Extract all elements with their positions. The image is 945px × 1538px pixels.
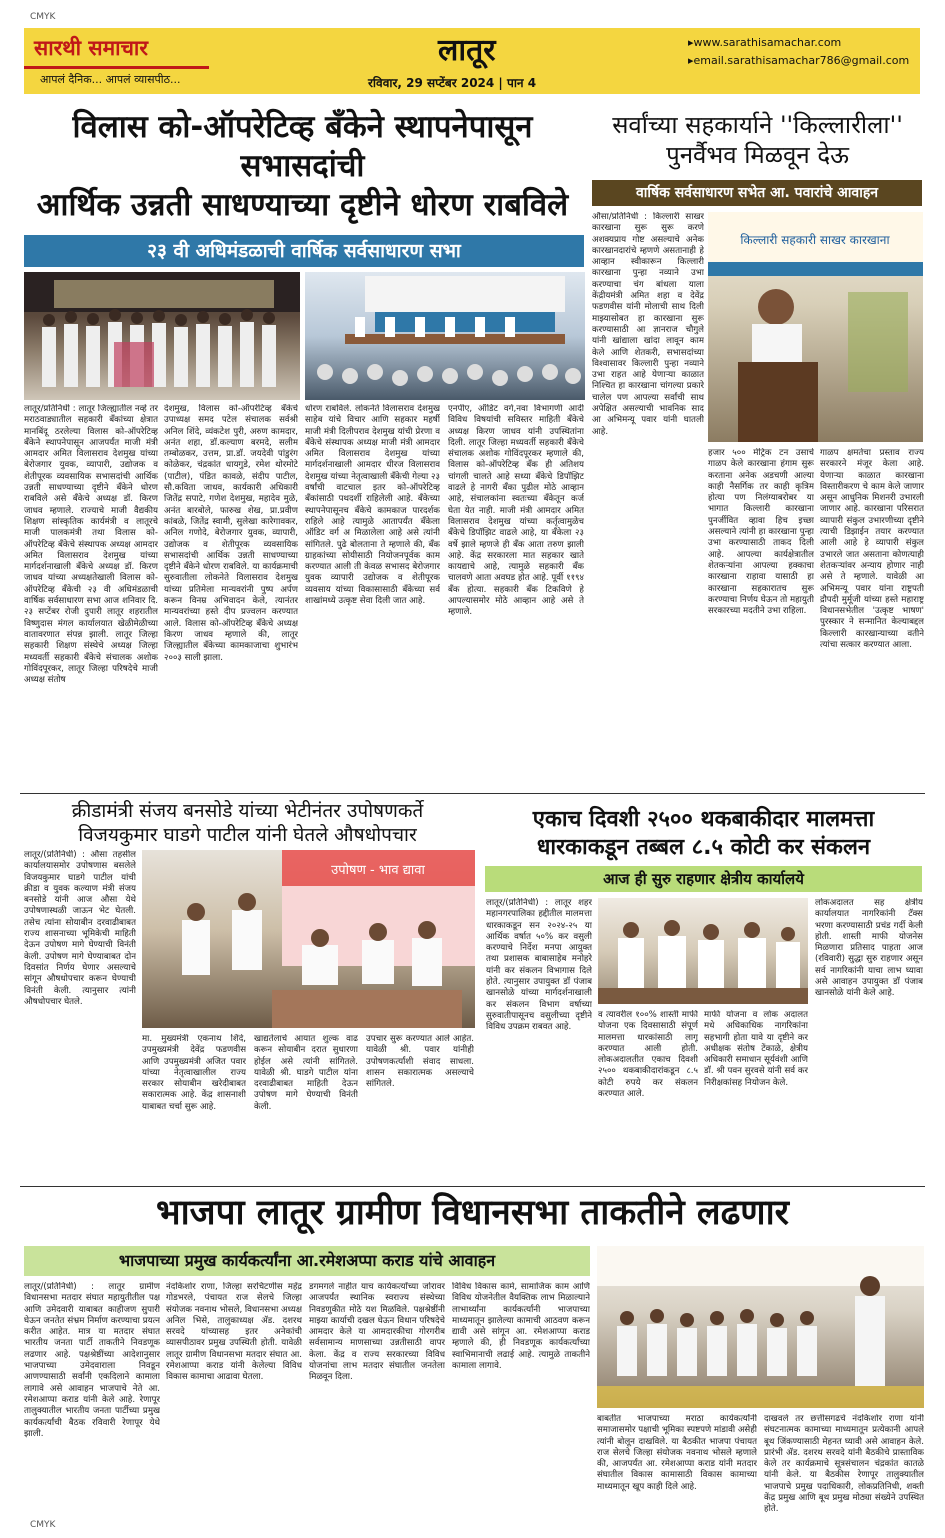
story5-column-3: डगमगले नाहीत याच कार्यकर्त्यांच्या जोरावर आजपर्यंत स्थानिक स्वराज्य संस्थेच्या निवडणुकीत मोठे यश मिळविले. पक्षश्रेष्ठींनी माझ्या कार्याची दखल घेऊन विधान परिषदेचे आमदार केले या आमदारकीचा गोरगरीब सर्वसामान्य माणसाच्या उन्नतीसाठी वापर केला. केंद्र व राज्य सरकारच्या विविध योजनांचा लाभ मतदार संघातील जनतेला मिळवून दिला. [309,1282,445,1383]
email-link[interactable]: ▸ email.sarathisamachar786@gmail.com [688,52,909,70]
story3-photo-banner: उपोषण - भाव द्यावा [331,863,425,878]
story1-photo-left-art [24,272,300,400]
story3-column-2: मा. मुख्यमंत्री एकनाथ शिंदे, उपमुख्यमंत्री देवेंद्र फडणवीस आणि उपमुख्यमंत्री अजित पवार यांच्या नेतृत्वाखालील राज्य सरकार सोयाबीन खरेदीबाबत सकारात्मक आहे. केंद्र शासनाशी याबाबत चर्चा सुरू आहे. [142,1034,246,1112]
story5-photo [597,1246,924,1408]
story3-photo [142,850,475,1028]
story1-column-3: धोरण राबविले. लोकनेते विलासराव देशमुख साहेब यांचे विचार आणि सहकार महर्षी माजी मंत्री दिलीपराव देशमुख यांची प्रेरणा व बँकेचे संस्थापक अध्यक्ष माजी मंत्री आमदार अमित विलासराव देशमुख यांच्या मार्गदर्शनाखाली आमदार धीरज विलासराव देशमुख यांच्या नेतृत्वाखाली बँकेची गेल्या २३ वर्षांची वाटचाल इतर को-ऑपरेटिव्ह बँकांसाठी पथदर्शी राहिलेली आहे. बँकेच्या स्थापनेपासूनच बँकेचे कामकाज पारदर्शक राहिले आहे त्यामुळे आतापर्यंत बँकेला ऑडिट वर्ग अ मिळालेला आहे असे त्यांनी सांगितले. पुढे बोलताना ते म्हणाले की, बँक ग्राहकांच्या सोयीसाठी नियोजनपूर्वक काम करण्यात आली ती केवळ सभासद बेरोजगार युवक व्यापारी उद्योजक व शेतीपूरक व्यवसाय यांच्या विकासासाठी बँकेच्या सर्व शाखांमध्ये उत्कृष्ट सेवा दिली जात आहे. [305,404,440,607]
story3-column-3: खाद्यतेलाचे आयात शुल्क वाढ करून सोयाबीन दरात सुधारणा होईल असे त्यांनी सांगितले. यावेळी श्री. घाडगे पाटील यांना दरवाढीबाबत माहिती देऊन उपोषण मागे घेण्याची विनंती केली. [254,1034,358,1112]
story3-column-4: उपचार सुरू करण्यात आले आहेत. यावेळी श्री. पवार यांनीही उपोषणकर्त्यांशी संवाद साधला. शासन सकारात्मक असल्याचे सांगितले. [366,1034,474,1090]
story4-headline [482,806,925,861]
story1-subheading: २३ वी अधिमंडळाची वार्षिक सर्वसाधारण सभा [24,235,584,267]
story2-subheading: वार्षिक सर्वसाधारण सभेत आ. पवारांचे आवाहन [592,180,922,206]
story3-column-1: लातूर/(प्रतिनिधी) : औसा तहसील कार्यालयासमोर उपोषणास बसलेले विजयकुमार घाडगे पाटील यांची क्रीडा व युवक कल्याण मंत्री संजय बनसोडे यांनी आज औसा येथे उपोषणास्थळी जाऊन भेट घेतली. तसेच त्यांना सोयाबीन दरवाढीबाबत राज्य शासनाच्या भूमिकेची माहिती देऊन उपोषण मागे घेण्याची विनंती केली. उपोषण मागे घेण्याबाबत दोन दिवसांत निर्णय घेणार असल्याचे सांगून औषधोपचार करून घेण्याची विनंती केली. त्यानुसार त्यांनी औषधोपचार घेतले. [24,850,136,1007]
website-link[interactable]: ▸ www.sarathisamachar.com [688,34,909,52]
tagline: आपलं दैनिक... आपलं व्यासपीठ... [40,73,181,86]
story5-subheading: भाजपाच्या प्रमुख कार्यकर्त्यांना आ.रमेशअप्पा कराड यांचे आवाहन [24,1246,590,1276]
story2-column-3: गाळप क्षमतेचा प्रस्ताव राज्य सरकारने मंजूर केला आहे. येणाऱ्या काळात कारखाना विस्तारीकरण चे काम केले जाणार असून आधुनिक मिशनरी उभारली जाणार आहे. कारखाना परिसरात व्यापारी संकुल उभारणीच्या दृष्टीने त्याची डिझाईन तयार करण्यात आली आहे हे व्यापारी संकुल उभारले जात असताना कोणत्याही शेतकऱ्यांवर अन्याय होणार नाही असे ते म्हणाले. यावेळी आ अभिमन्यू पवार यांना राष्ट्रपती द्रौपदी मुर्मूजी यांच्या हस्ते महाराष्ट्र विधानसभेतील 'उत्कृष्ट भाषण' पुरस्कार ने सन्मानित केल्याबद्दल किल्लारी कारखान्याच्या वतीने त्यांचा सत्कार करण्यात आला. [820,448,924,651]
page-number: पान 4 [507,76,537,90]
edition-city: लातूर [438,33,496,68]
story1-column-1: लातूर/प्रतिनिधी : लातूर जिल्ह्यातील नव्हे तर मराठवाड्यातील सहकारी बँकांच्या क्षेत्रात मानबिंदू ठरलेल्या विलास को-ऑपरेटिव्ह बँकेने स्थापनेपासून आजपर्यंत माजी मंत्री आमदार अमित विलासराव देशमुख यांच्या बेरोजगार युवक, व्यापारी, उद्योजक व शेतीपूरक व्यवसायिक सभासदांची आर्थिक उन्नती साधण्याच्या दृष्टीने बँकेने धोरण राबविले असे बँकेचे अध्यक्ष डॉ. किरण जाधव म्हणाले. राज्याचे माजी वैद्यकीय शिक्षण सांस्कृतिक कार्यमंत्री व लातूरचे माजी पालकमंत्री तथा विलास को-ऑपरेटिव्ह बँकेचे संस्थापक अध्यक्ष आमदार अमित विलासराव देशमुख यांच्या मार्गदर्शनाखाली बँकेचे अध्यक्ष डॉ. किरण जाधव यांच्या अध्यक्षतेखाली विलास को-ऑपरेटिव्ह बँकेची २३ वी अधिमंडळाची वार्षिक सर्वसाधारण सभा आज शनिवार दि. २३ सप्टेंबर रोजी दुपारी लातूर शहरातील विष्णुदास मंगल कार्यालयात खेळीमेळीच्या वातावरणात संपन्न झाली. लातूर जिल्हा सहकारी शिक्षण संस्थेचे अध्यक्ष जिल्हा मध्यवर्ती सहकारी बँकेचे संचालक अशोक गोविंदपूरकर, लातूर जिल्हा परिषदेचे माजी अध्यक्ष संतोष [24,404,158,686]
story4-photo-art [598,898,808,1004]
story1-photo-right [305,272,585,400]
story4-headline-line2: धारकाकडून तब्बल ८.५ कोटी कर संकलन [536,834,871,860]
story4-photo [598,898,808,1004]
story2-column-2: हजार ५०० मेट्रिक टन उसाचे गाळप केले कारखाना हंगाम सुरू करताना अनेक अडचणी आल्या काही नैसर्गिक तर काही कृत्रिम होत्या पण निलंग्याबरोबर या भागात किल्लारी कारखाना पुनर्जीवित व्हावा हिच इच्छा असल्याने त्यांनी हा कारखाना पुन्हा उभा करण्यासाठी ताकद दिली आहे. आपल्या कार्यक्षेत्रातील शेतकऱ्यांना आपल्या हक्काचा कारखाना राहावा यासाठी हा कारखाना सहकारातच सुरू करण्याचा निर्णय घेऊन तो महायुती सरकारच्या मदतीने उभा राहिला. [708,448,814,617]
brand-name: सारथी समाचार [34,36,148,60]
story2-headline-line2: पुनर्वैभव मिळवून देऊ [666,141,849,169]
registration-mark-top: CMYK [30,12,56,22]
story3-headline-line2: विजयकुमार घाडगे पाटील यांनी घेतले औषधोपचार [78,823,417,846]
story3-headline [20,800,475,848]
story3-photo-art [142,850,475,1028]
story4-column-3: माफी योजना व लोक अदालत मधे अधिकाधिक नागरिकांना सहभागी होता यावे या दृष्टीने कर अधीक्षक संतोष टेंकाळे, क्षेत्रीय अधिकारी समाधान सूर्यवंशी आणि डॉ. श्री पवन सुरवसे यांनी सर्व कर निरीक्षकांसह नियोजन केले. [704,1010,808,1088]
story5-column-6: दाखवले तर छत्तीसगढचे नंदकिशोर राणा यांनी संघटनात्मक कामाच्या माध्यमातून प्रत्येकानी आपले बूथ जिंकण्यासाठी मेहनत घ्यावी असे आवाहन केले. प्रारंभी ॲड. दशरथ सरवदे यांनी बैठकीचे प्रास्ताविक केले तर कार्यक्रमाचे सूत्रसंचालन चंद्रकांत कातळे यांनी केले. या बैठकीस रेणापूर तालुक्यातील भाजपाचे प्रमुख पदाधिकारी, लोकप्रतिनिधी, शक्ती केंद्र प्रमुख आणि बूथ प्रमुख मोठ्या संख्येने उपस्थित होते. [764,1414,924,1514]
registration-mark-bottom: CMYK [30,1520,56,1530]
story4-headline-line1: एकाच दिवशी २५०० थकबाकीदार मालमत्ता [532,807,875,832]
brand-underline [24,66,209,69]
story1-headline-line2: आर्थिक उन्नती साधण्याच्या दृष्टीने धोरण राबविले [36,186,569,223]
story5-headline: भाजपा लातूर ग्रामीण विधानसभा ताकतीने लढणार [155,1193,789,1233]
story1-photo-right-art [305,272,585,400]
contact-block [688,34,909,70]
story3-headline-line1: क्रीडामंत्री संजय बनसोडे यांच्या भेटीनंतर उपोषणकर्ते [71,800,424,822]
story5-column-1: लातूर/(प्रतिनिधी) : लातूर ग्रामीण विधानसभा मतदार संघात महायुतीतील पक्ष आणि उमेदवारी याबाबत काहीजण सुपारी घेऊन जनतेत संभ्रम निर्माण करण्याचा प्रयत्न करीत आहेत. मात्र या मतदार संघात भारतीय जनता पार्टी ताकतीने निवडणूक लढणार आहे. पक्षश्रेष्ठींच्या आदेशानुसार भाजपाच्या उमेदवाराला निवडून आणण्यासाठी सर्वांनी एकदिलाने कामाला लागावे असे आवाहन भाजपाचे नेते आ. रमेशआप्पा कराड यांनी केले आहे. रेणापूर तालुक्यातील भारतीय जनता पार्टीच्या प्रमुख कार्यकर्त्यांची बैठक रविवारी रेणापूर येथे झाली. [24,1282,160,1439]
story5-column-4: विविध विकास कामे, सामाजिक काम आणि विविध योजनेतील वैयक्तिक लाभ मिळाल्याने लाभार्थ्यांना कार्यकर्त्यांनी भाजपाच्या माध्यमातून झालेल्या कामाची आठवण करून द्यावी असे सांगून आ. रमेशआप्पा कराड म्हणाले की, ही निवडणूक कार्यकर्त्यांच्या स्वाभिमानाची लढाई आहे. त्यामुळे ताकतीने कामाला लागावे. [452,1282,590,1372]
story2-photo-banner: किल्लारी सहकारी साखर कारखाना [740,233,890,247]
story4-column-1: लातूर/(प्रतिनिधी) : लातूर शहर महानगरपालिका हद्दीतील मालमत्ता धारकाकडून सन २०२४-२५ या आर्थिक वर्षात ५०% कर वसुली करण्याचे निर्देश मनपा आयुक्त तथा प्रशासक बाबासाहेब मनोहरे यांनी कर संकलन विभागास दिले होते. त्यानुसार उपायुक्त डॉ पंजाब खानसोळे यांच्या मार्गदर्शनाखाली कर संकलन विभाग वर्षाच्या सुरुवातीपासूनच वसुलीच्या दृष्टीने विविध उपक्रम राबवत आहे. [486,898,592,1033]
story4-column-4: लोकअदालत सह क्षेत्रीय कार्यालयात नागरिकांनी टॅक्स भरणा करण्यासाठी प्रचंड गर्दी केली होती. शास्ती माफी योजनेस मिळणारा प्रतिसाद पाहता आज (रविवारी) सुद्धा सुरु राहणार असून सर्व नागरिकांनी याचा लाभ घ्यावा असे आवाहन उपायुक्त डॉ पंजाब खानसोळे यांनी केले आहे. [815,898,923,999]
story5-photo-art [597,1246,924,1408]
story2-photo-art [708,212,923,442]
story4-subheading: आज ही सुरु राहणार क्षेत्रीय कार्यालये [485,866,922,892]
story4-column-2: व त्यावरील १००% शास्ती माफी योजना एक दिवसासाठी संपूर्ण मालमत्ता धारकांसाठी लागू करण्यात आली होती. लोकअदालतीत एकाच दिवशी २५०० थकबाकीदारांकडून ८.५ कोटी रुपये कर संकलन करण्यात आले. [598,1010,698,1100]
story2-photo [708,212,923,442]
story1-photo-left [24,272,300,400]
date: रविवार, 29 सप्टेंबर 2024 [368,76,495,90]
story5-column-5: बाबतीत भाजपाच्या मराठा कार्यकर्त्यांनी समाजासमोर पक्षाची भूमिका स्पष्टपणे मांडावी असेही त्यांनी बोलून दाखविले. या बैठकीत भाजपा पंचायत राज सेलचे जिल्हा संयोजक नवनाथ भोसले म्हणाले की, आजपर्यंत आ. रमेशआप्पा कराड यांनी मतदार संघातील विकास कामासाठी विकास कामाच्या माध्यमातून खूप काही दिले आहे. [597,1414,757,1492]
dateline: रविवार, 29 सप्टेंबर 2024 | पान 4 [368,76,537,90]
story1-headline-line1: विलास को-ऑपरेटिव्ह बँकेने स्थापनेपासून सभासदांची [72,109,533,184]
story2-headline [590,110,925,170]
divider-bottom [20,1186,925,1187]
story2-column-1: औसा/प्रतिनिधी : किल्लारी साखर कारखाना सुरू सुरू करणे अशक्यप्राय गोष्ट असल्याचे अनेक कारखानदारांचे म्हणणे असतानाही हे आव्हान स्वीकारून किल्लारी कारखाना पुन्हा नव्याने उभा करण्याचा चंग बांधला याला केंद्रीयमंत्री अमित शहा व देवेंद्र फडणवीस यांनी मोलाची साथ दिली माझ्यासोबत हा कारखाना सुरू करण्यासाठी आ ज्ञानराज चौगुले यांनी खांद्याला खांदा लावून काम केले आणि शेतकरी, सभासदांच्या विश्वासावर किल्लारी पुन्हा नव्याने उभा राहत आहे येणाऱ्या काळात निश्चित हा कारखाना चांगल्या प्रकारे चालेल पण आपल्या सर्वांची साथ अपेक्षित असल्याची भावनिक साद आ अभिमन्यू पवार यांनी घातली आहे. [592,212,704,437]
divider-middle [20,793,925,794]
story1-column-4: एनपीए, ऑडिट वर्ग,नवा विभागणी आदी विविध विषयांची सविस्तर माहिती बँकेचे अध्यक्ष किरण जाधव यांनी उपस्थितांना दिली. लातूर जिल्हा मध्यवर्ती सहकारी बँकेचे संचालक अशोक गोविंदपूरकर म्हणाले की, विलास को-ऑपरेटिव्ह बँक ही अतिशय चांगली चालते आहे सध्या बँकेचे डिपॉझिट वाढले हे नागरी बँका पुढील मोठे आव्हान आहे, संचालकांना स्वतःच्या बँकेतून कर्ज घेता येत नाही. माजी मंत्री आमदार अमित विलासराव देशमुख यांच्या कर्तृत्वामुळेच बँकेचे डिपॉझिट वाढले आहे, या बँकेला २३ वर्षे झाले म्हणजे ही बँक आता तरुण झाली आहे. केंद्र सरकारला मात सहकार खाते कायद्याचे आहे, त्यामुळे सहकारी बँक चालवणे आता अवघड होत आहे. पूर्वी ११९४ बँक होत्या. सहकारी बँक टिकविणे हे आपल्यासमोर मोठे आव्हान आहे असे ते म्हणाले. [448,404,584,618]
story1-column-2: देशमुख, विलास को-ऑपरेटिव्ह बँकेचे उपाध्यक्ष समद पटेल संचालक सर्वश्री अनिल शिंदे, व्यंकटेश पुरी, अरुण कामदार, अनंत शहा, डॉ.कल्याण बरमदे, सलीम तम्बोळकर, उत्तम, प्रा.डॉ. जयदेवी पांडुरंग कोळेकर, चंद्रकांत धायगुडे, रमेश थोरमोटे (पाटील), पंडित कावळे, संदीप पाटील, सौ.कविता जाधव, कार्यकारी अधिकारी जितेंद्र सपाटे, गणेश देशमुख, महादेव मुळे, अनंत बारबोले, फारुख शेख, प्रा.प्रवीण कांबळे, जितेंद्र स्वामी, सुलेखा कारेगावकर, अनिल गणोदे, बेरोजगार युवक, व्यापारी, उद्योजक व शेतीपूरक व्यवसायिक सभासदांची आर्थिक उन्नती साधण्याच्या दृष्टीने बँकेने धोरण राबविले. या कार्यक्रमाची सुरुवातीला लोकनेते विलासराव देशमुख यांच्या प्रतिमेला मान्यवरांनी पुष्प अर्पण करून विनम्र अभिवादन केले, त्यानंतर मान्यवरांच्या हस्ते दीप प्रज्वलन करण्यात आले. विलास को-ऑपरेटिव्ह बँकेचे अध्यक्ष किरण जाधव म्हणाले की, लातूर जिल्ह्यातील बँकेच्या कामकाजाचा शुभारंभ २००३ साली झाला. [164,404,298,663]
story1-headline [20,108,585,224]
story2-headline-line1: सर्वांच्या सहकार्याने ''किल्लारीला'' [612,111,903,139]
story5-column-2: नंदकिशोर राणा, जिल्हा सरचिटणीस महेंद्र गोडभरले, पंचायत राज सेलचे जिल्हा संयोजक नवनाथ भोसले, विधानसभा अध्यक्ष अनिल भिसे, तालुकाध्यक्ष ॲड. दशरथ सरवदे यांच्यासह इतर अनेकांची व्यासपीठावर प्रमुख उपस्थिती होती. यावेळी लातूर ग्रामीण विधानसभा मतदार संघात आ. रमेशआप्पा कराड यांनी केलेल्या विविध विकास कामाचा आढावा घेतला. [166,1282,302,1383]
